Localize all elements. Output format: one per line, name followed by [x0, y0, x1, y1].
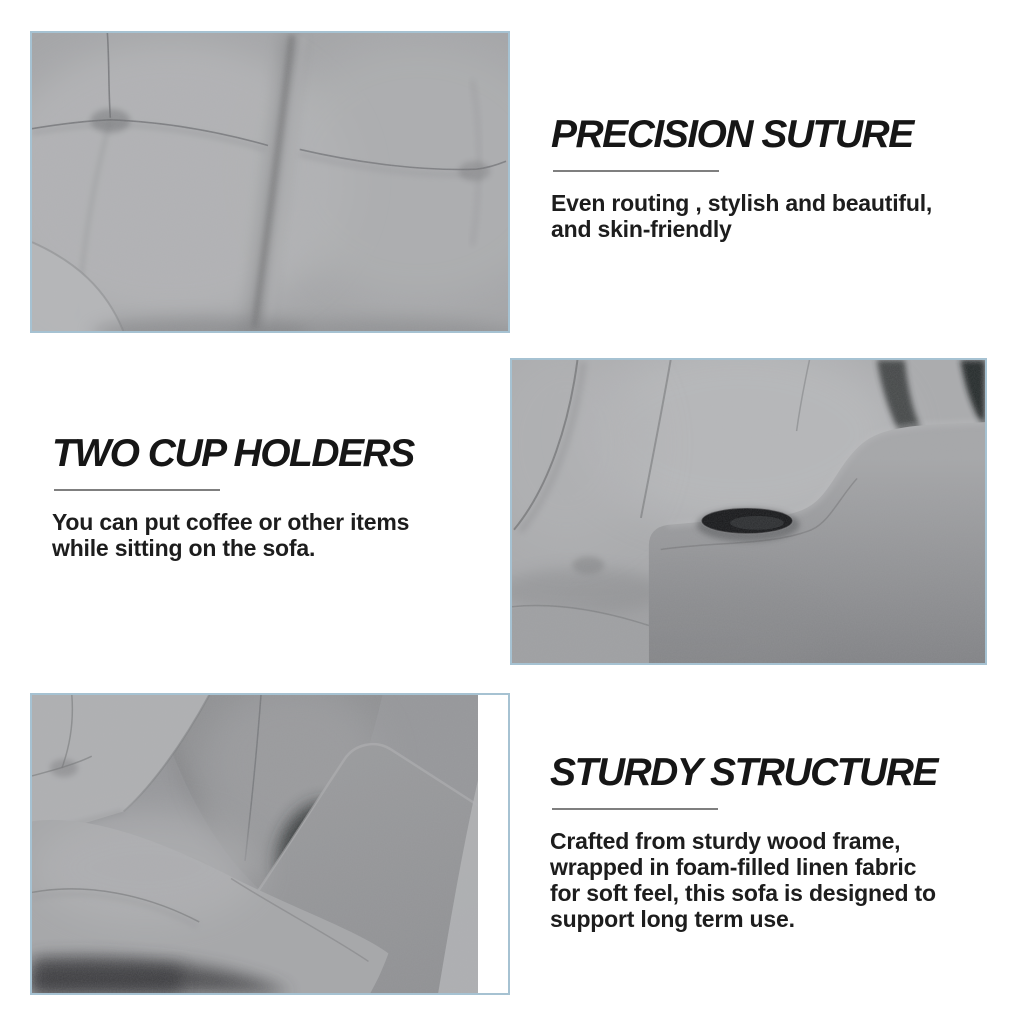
feature-section-two-cup-holders	[52, 434, 414, 561]
body-line: and skin-friendly	[551, 216, 732, 242]
body-line: wrapped in foam-filled linen fabric	[550, 854, 917, 880]
feature-heading: STURDY STRUCTURE	[550, 751, 937, 794]
tufted-back-cushions-photo	[30, 31, 510, 333]
body-line: for soft feel, this sofa is designed to	[550, 880, 936, 906]
sofa-corner-structure-art	[32, 695, 478, 993]
feature-body	[52, 509, 414, 561]
feature-heading: PRECISION SUTURE	[551, 113, 913, 156]
body-line: support long term use.	[550, 906, 795, 932]
armrest-cup-holder-art	[512, 360, 985, 663]
feature-body	[551, 190, 932, 242]
heading-underline	[54, 489, 220, 491]
armrest-cup-holder-photo	[510, 358, 987, 665]
feature-section-sturdy-structure	[550, 753, 937, 932]
feature-heading: TWO CUP HOLDERS	[52, 432, 414, 475]
tufted-back-cushions-art	[32, 33, 508, 331]
body-line: You can put coffee or other items	[52, 509, 410, 535]
feature-body	[550, 828, 937, 932]
body-line: Crafted from sturdy wood frame,	[550, 828, 901, 854]
body-line: while sitting on the sofa.	[52, 535, 316, 561]
body-line: Even routing , stylish and beautiful,	[551, 190, 933, 216]
sofa-corner-structure-photo	[30, 693, 510, 995]
heading-underline	[553, 170, 719, 172]
feature-section-precision-suture	[551, 115, 932, 242]
heading-underline	[552, 808, 718, 810]
